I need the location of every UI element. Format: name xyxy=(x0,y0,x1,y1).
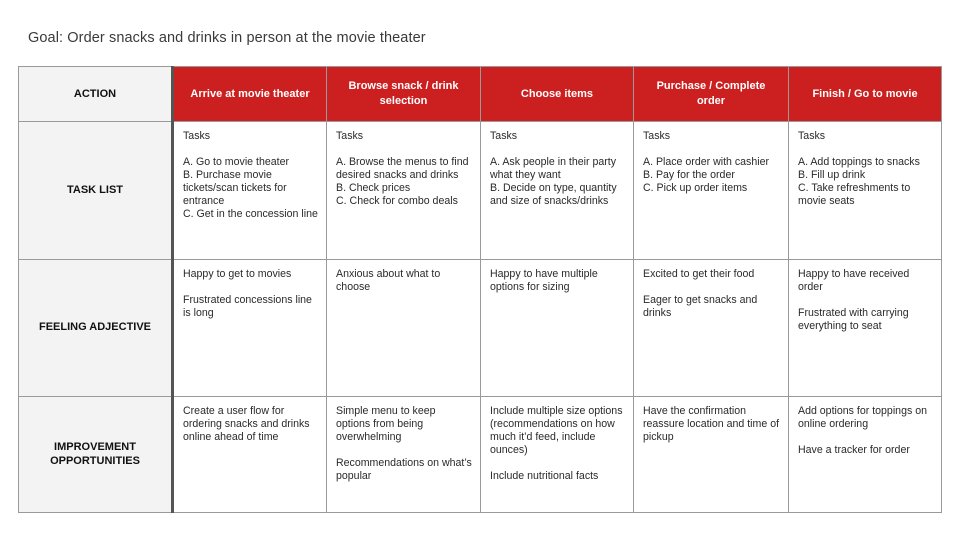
task-cell-finish xyxy=(789,122,942,260)
cell-text-line: A. Go to movie theater xyxy=(183,156,289,168)
cell-text-line: C. Get in the concession line xyxy=(183,208,318,220)
cell-text-line: Have the confirmation reassure location and time of pickup xyxy=(643,405,780,443)
cell-text-line: Eager to get snacks and drinks xyxy=(643,294,758,319)
task-cell-purchase xyxy=(634,122,789,260)
page-goal-title: Goal: Order snacks and drinks in person at the movie theater xyxy=(28,30,426,46)
feeling-cell-finish xyxy=(789,260,942,397)
cell-text-line: Simple menu to keep options from being overwhelming xyxy=(336,405,436,443)
feeling-adjective-row xyxy=(19,260,942,397)
step-header-finish: Finish / Go to movie xyxy=(789,67,942,122)
feeling-cell-purchase xyxy=(634,260,789,397)
cell-text-line: Recommendations on what’s popular xyxy=(336,457,472,482)
cell-text-line: Excited to get their food xyxy=(643,268,755,280)
cell-text-line: B. Decide on type, quantity and size of snacks/drinks xyxy=(490,182,617,207)
line-spacer xyxy=(490,143,625,156)
cell-text-line: Include nutritional facts xyxy=(490,470,599,482)
cell-text-line: B. Pay for the order xyxy=(643,169,735,181)
cell-text-line: Create a user flow for ordering snacks and drinks online ahead of time xyxy=(183,405,310,443)
cell-text-line: Tasks xyxy=(798,130,826,142)
step-header-arrive: Arrive at movie theater xyxy=(173,67,327,122)
improvement-cell-finish xyxy=(789,397,942,513)
cell-text-line: Tasks xyxy=(336,130,364,142)
feeling-cell-browse xyxy=(327,260,481,397)
cell-text-line: B. Fill up drink xyxy=(798,169,866,181)
line-spacer xyxy=(183,281,318,294)
line-spacer xyxy=(643,281,780,294)
cell-text-line: C. Take refreshments to movie seats xyxy=(798,182,911,207)
row-label-improvement-opportunities: IMPROVEMENT OPPORTUNITIES xyxy=(19,397,173,513)
cell-text-line: Frustrated concessions line is long xyxy=(183,294,312,319)
task-cell-browse xyxy=(327,122,481,260)
improvement-cell-purchase xyxy=(634,397,789,513)
cell-text-line: Tasks xyxy=(643,130,671,142)
cell-text-line: Happy to get to movies xyxy=(183,268,292,280)
corner-label-action: ACTION xyxy=(19,67,173,122)
improvement-cell-browse xyxy=(327,397,481,513)
row-label-feeling-adjective: FEELING ADJECTIVE xyxy=(19,260,173,397)
line-spacer xyxy=(798,294,933,307)
cell-text-line: Anxious about what to choose xyxy=(336,268,441,293)
task-list-row xyxy=(19,122,942,260)
improvement-cell-choose xyxy=(481,397,634,513)
cell-text-line: Add options for toppings on online ordering xyxy=(798,405,927,430)
improvement-cell-arrive xyxy=(173,397,327,513)
line-spacer xyxy=(183,143,318,156)
line-spacer xyxy=(798,431,933,444)
cell-text-line: Tasks xyxy=(183,130,211,142)
cell-text-line: Happy to have multiple options for sizing xyxy=(490,268,598,293)
cell-text-line: B. Check prices xyxy=(336,182,411,194)
feeling-cell-choose xyxy=(481,260,634,397)
step-header-choose: Choose items xyxy=(481,67,634,122)
step-header-browse: Browse snack / drink selection xyxy=(327,67,481,122)
cell-text-line: B. Purchase movie tickets/scan tickets for entrance xyxy=(183,169,287,207)
line-spacer xyxy=(336,143,472,156)
cell-text-line: Tasks xyxy=(490,130,518,142)
user-journey-table xyxy=(18,66,942,513)
task-cell-choose xyxy=(481,122,634,260)
line-spacer xyxy=(643,143,780,156)
cell-text-line: A. Place order with cashier xyxy=(643,156,770,168)
cell-text-line: A. Ask people in their party what they want xyxy=(490,156,617,181)
cell-text-line: A. Add toppings to snacks xyxy=(798,156,920,168)
line-spacer xyxy=(490,457,625,470)
cell-text-line: Include multiple size options (recommendations on how much it’d feed, include ounces) xyxy=(490,405,623,456)
cell-text-line: A. Browse the menus to find desired snacks and drinks xyxy=(336,156,469,181)
task-cell-arrive xyxy=(173,122,327,260)
step-header-purchase: Purchase / Complete order xyxy=(634,67,789,122)
table-header-row xyxy=(19,67,942,122)
cell-text-line: Have a tracker for order xyxy=(798,444,910,456)
cell-text-line: C. Check for combo deals xyxy=(336,195,458,207)
row-label-task-list: TASK LIST xyxy=(19,122,173,260)
feeling-cell-arrive xyxy=(173,260,327,397)
cell-text-line: C. Pick up order items xyxy=(643,182,748,194)
cell-text-line: Frustrated with carrying everything to seat xyxy=(798,307,909,332)
cell-text-line: Happy to have received order xyxy=(798,268,910,293)
improvement-opportunities-row xyxy=(19,397,942,513)
line-spacer xyxy=(798,143,933,156)
line-spacer xyxy=(336,444,472,457)
